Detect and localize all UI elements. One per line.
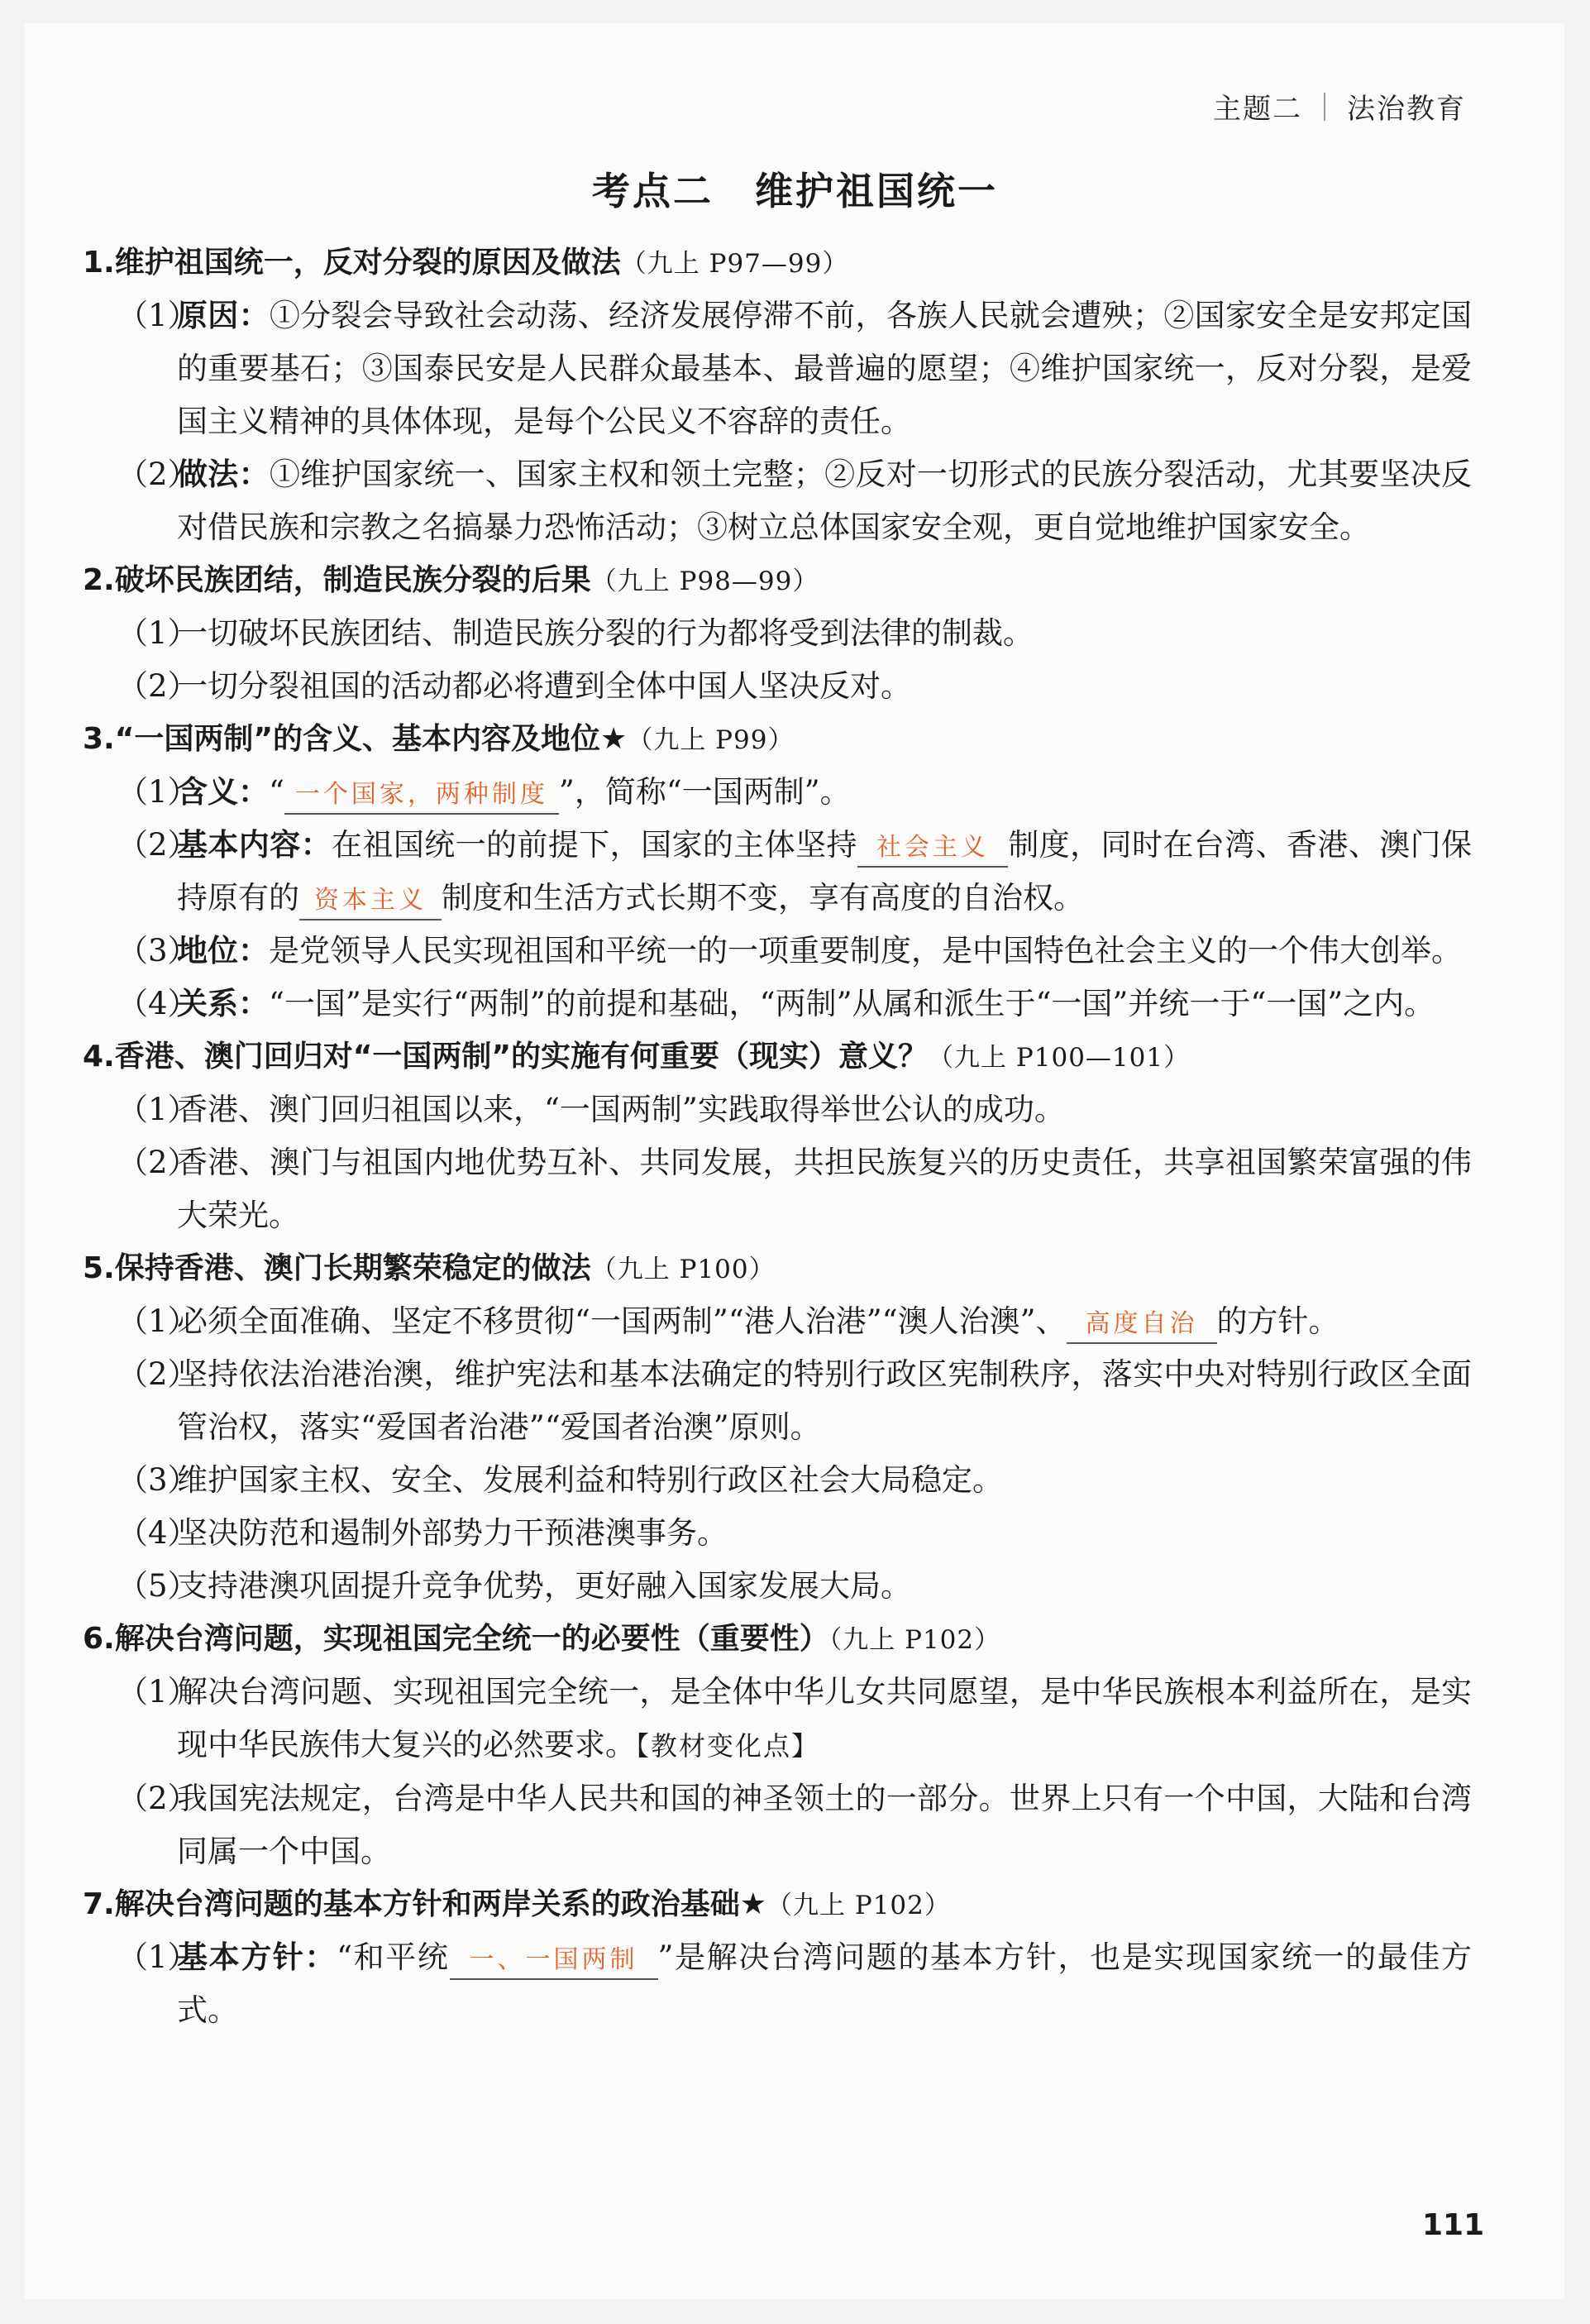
item-number: （1） [117, 1939, 198, 1975]
item-number: （4） [117, 986, 198, 1021]
section-source: （九上 P97—99） [620, 249, 849, 279]
header-topic: 主题二 [1213, 93, 1302, 126]
item-text: 维护国家主权、安全、发展利益和特别行政区社会大局稳定。 [177, 1462, 1003, 1498]
item-text: 解决台湾问题、实现祖国完全统一，是全体中华儿女共同愿望，是中华民族根本利益所在，是实现中华民族伟大复兴的必然要求。 [177, 1674, 1472, 1762]
content [83, 237, 1472, 2037]
item-text: 一切分裂祖国的活动都必将遭到全体中国人坚决反对。 [177, 668, 911, 704]
list-item [117, 448, 1472, 554]
item-text: ①分裂会导致社会动荡、经济发展停滞不前，各族人民就会遭殃；②国家安全是安邦定国的重要基石；③国泰民安是人民群众最基本、最普遍的愿望；④维护国家统一，反对分裂，是爱国主义精神的具体体现，是每个公民义不容辞的责任。 [177, 298, 1473, 439]
item-number: （4） [117, 1515, 198, 1551]
item-text: 坚持依法治港治澳，维护宪法和基本法确定的特别行政区宪制秩序，落实中央对特别行政区全面管治权，落实“爱国者治港”“爱国者治澳”原则。 [177, 1356, 1472, 1445]
title-part1: 考点二 [592, 169, 714, 213]
item-number: （5） [117, 1568, 198, 1604]
section-heading-text: 7.解决台湾问题的基本方针和两岸关系的政治基础★ [83, 1887, 766, 1921]
header-subject: 法治教育 [1347, 93, 1466, 126]
item-text: ”，简称“一国两制”。 [558, 774, 851, 810]
section-source: （九上 P98—99） [590, 567, 819, 596]
list-item [117, 1507, 1472, 1560]
item-number: （3） [117, 933, 198, 968]
header-divider [1324, 93, 1325, 121]
list-item [117, 1083, 1472, 1136]
list-item [117, 1454, 1472, 1507]
section-heading [83, 1030, 1472, 1083]
item-key: 地位： [177, 933, 269, 968]
fill-blank-answer: 高度自治 [1067, 1306, 1217, 1344]
item-text: 的方针。 [1216, 1303, 1339, 1339]
list-item [117, 1560, 1472, 1613]
item-key: 关系： [177, 986, 269, 1021]
section-heading-text: 1.维护祖国统一，反对分裂的原因及做法 [83, 246, 621, 280]
list-item [117, 766, 1472, 819]
item-number: （1） [117, 615, 198, 651]
item-text: 坚决防范和遏制外部势力干预港澳事务。 [177, 1515, 728, 1551]
item-text: “ [269, 774, 284, 810]
fill-blank-answer: 一个国家，两种制度 [284, 777, 559, 815]
section-source: （九上 P99） [627, 725, 795, 755]
list-item [117, 1931, 1472, 2037]
list-item [117, 607, 1472, 660]
section-source: （九上 P100） [590, 1255, 776, 1284]
item-number: （2） [117, 827, 198, 863]
section-heading-text: 4.香港、澳门回归对“一国两制”的实施有何重要（现实）意义？ [83, 1040, 929, 1074]
section-heading-text: 6.解决台湾问题，实现祖国完全统一的必要性（重要性） [83, 1622, 829, 1656]
section-heading [83, 1878, 1472, 1931]
item-text: 我国宪法规定，台湾是中华人民共和国的神圣领土的一部分。世界上只有一个中国，大陆和台湾同属一个中国。 [177, 1781, 1472, 1869]
section-heading [83, 554, 1472, 607]
item-text: ”是解决台湾问题的基本方针，也是实现国家统一的最佳方式。 [177, 1939, 1473, 2028]
item-number: （1） [117, 1674, 198, 1710]
item-number: （2） [117, 668, 198, 704]
fill-blank-answer: 社会主义 [857, 830, 1008, 868]
item-text: 支持港澳巩固提升竞争优势，更好融入国家发展大局。 [177, 1568, 911, 1604]
item-text: 制度，同时在台湾、香港、澳门保持原有的 [177, 827, 1473, 916]
item-text: 制度和生活方式长期不变，享有高度的自治权。 [442, 880, 1084, 916]
page-number: 111 [1422, 2208, 1485, 2242]
item-text: 是党领导人民实现祖国和平统一的一项重要制度，是中国特色社会主义的一个伟大创举。 [269, 933, 1462, 968]
running-header [1213, 86, 1466, 127]
item-number: （1） [117, 1092, 198, 1127]
section-source: （九上 P102） [766, 1891, 951, 1920]
item-number: （1） [117, 1303, 198, 1339]
section-heading-text: 5.保持香港、澳门长期繁荣稳定的做法 [83, 1251, 591, 1285]
fill-blank-answer: 一、一国两制 [450, 1942, 658, 1980]
item-text: “一国”是实行“两制”的前提和基础，“两制”从属和派生于“一国”并统一于“一国”之内。 [269, 986, 1435, 1021]
item-text: 一切破坏民族团结、制造民族分裂的行为都将受到法律的制裁。 [177, 615, 1034, 651]
page-title [0, 161, 1590, 216]
item-key: 做法： [177, 457, 270, 492]
item-text: 香港、澳门与祖国内地优势互补、共同发展，共担民族复兴的历史责任，共享祖国繁荣富强的伟大荣光。 [177, 1145, 1472, 1233]
list-item [117, 1295, 1472, 1348]
section-source: （九上 P100—101） [928, 1043, 1191, 1073]
fill-blank-answer: 资本主义 [299, 882, 442, 921]
item-text: 必须全面准确、坚定不移贯彻“一国两制”“港人治港”“澳人治澳”、 [177, 1303, 1067, 1339]
item-key: 基本内容： [177, 827, 332, 863]
section-heading [83, 713, 1472, 766]
item-number: （2） [117, 1781, 198, 1816]
section-source: （九上 P102） [828, 1625, 1001, 1655]
title-part2: 维护祖国统一 [755, 169, 998, 213]
list-item [117, 289, 1472, 448]
section-heading [83, 1242, 1472, 1295]
item-text: “和平统 [337, 1939, 450, 1975]
list-item [117, 1136, 1472, 1242]
item-key: 含义： [177, 774, 269, 810]
item-number: （1） [117, 298, 198, 333]
list-item [117, 1772, 1472, 1878]
item-number: （2） [117, 1145, 198, 1180]
list-item [117, 660, 1472, 713]
item-key: 原因： [177, 298, 270, 333]
section-heading [83, 237, 1472, 289]
section-heading-text: 3.“一国两制”的含义、基本内容及地位★ [83, 722, 628, 756]
item-text: 香港、澳门回归祖国以来，“一国两制”实践取得举世公认的成功。 [177, 1092, 1065, 1127]
textbook-change-tag: 【教材变化点】 [636, 1730, 820, 1762]
list-item [117, 925, 1472, 978]
item-number: （3） [117, 1462, 198, 1498]
item-number: （2） [117, 457, 198, 492]
item-number: （2） [117, 1356, 198, 1392]
section-heading-text: 2.破坏民族团结，制造民族分裂的后果 [83, 563, 591, 597]
section-heading [83, 1613, 1472, 1666]
list-item [117, 1666, 1472, 1772]
item-key: 基本方针： [177, 1939, 337, 1975]
item-text: ①维护国家统一、国家主权和领土完整；②反对一切形式的民族分裂活动，尤其要坚决反对借民族和宗教之名搞暴力恐怖活动；③树立总体国家安全观，更自觉地维护国家安全。 [177, 457, 1473, 545]
list-item [117, 819, 1472, 925]
list-item [117, 1348, 1472, 1454]
list-item [117, 978, 1472, 1030]
item-text: 在祖国统一的前提下，国家的主体坚持 [332, 827, 857, 863]
item-number: （1） [117, 774, 198, 810]
